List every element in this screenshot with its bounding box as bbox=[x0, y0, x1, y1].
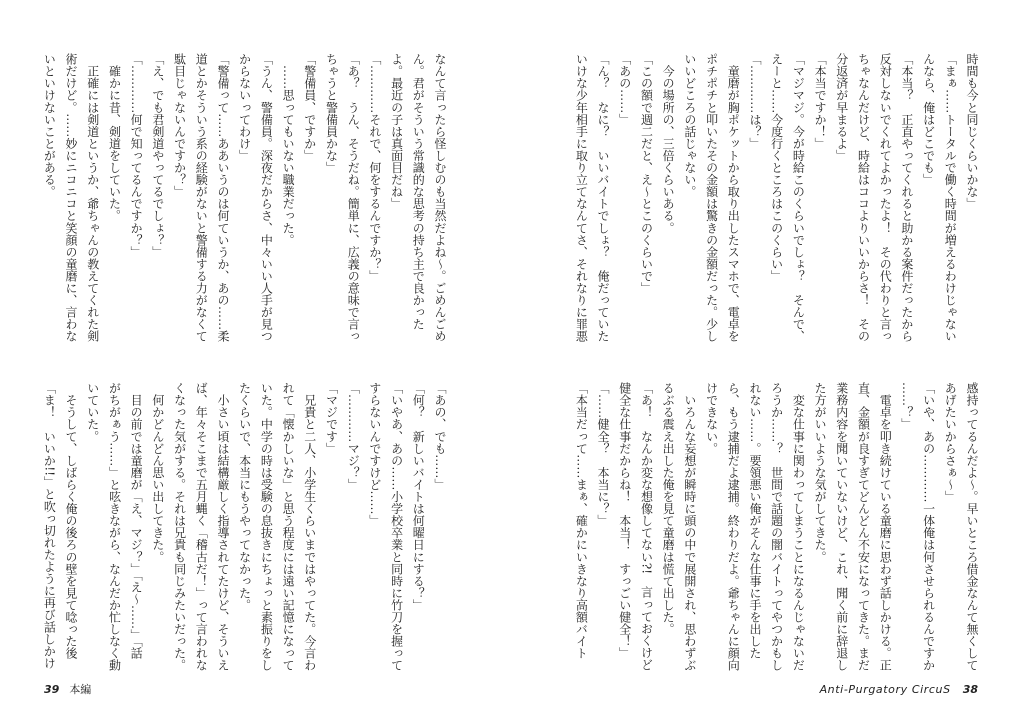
text-column: 電卓を叩き続けている童磨に思わず話しかける。正 bbox=[878, 382, 893, 672]
text-column: 分返済が早まるよ」 bbox=[834, 53, 849, 162]
text-column: いた。中学の時は受験の息抜きにちょっと素振りをし bbox=[259, 382, 274, 672]
text-column: あげたいからさぁ〜」 bbox=[943, 382, 958, 503]
right-page-top-text-block bbox=[569, 53, 982, 347]
text-column: 道とかそういう系の経験がないと警備する力がなくて bbox=[194, 53, 209, 343]
text-column: 駄目じゃないんですか？」 bbox=[172, 53, 187, 198]
text-column: 「あ！ なんか変な想像してない?! 言っておくけど bbox=[639, 382, 654, 671]
text-column: 「マジマジ。今が時給このくらいでしょ？ そんで、 bbox=[791, 53, 806, 343]
text-column: 「マジです」 bbox=[324, 382, 339, 455]
page-number: 39 bbox=[44, 683, 60, 696]
text-column: 健全な仕事だからね！ 本当！ すっごい健全！」 bbox=[617, 382, 632, 660]
text-column: 「ん？ なに？ いいバイトでしょ？ 俺だっていた bbox=[596, 53, 611, 343]
text-column: 何かどんどん思い出してきた。 bbox=[150, 382, 165, 563]
text-column: いけな少年相手に取り立てなんてさ、それなりに罪悪 bbox=[574, 53, 589, 343]
text-column: 「うん、警備員。深夜だからさ、中々いい人手が見つ bbox=[259, 53, 274, 343]
text-column: 「本当？ 正直やってくれると助かる案件だったから bbox=[899, 53, 914, 343]
left-page-footer bbox=[44, 683, 91, 697]
text-column: がちがぁう……」と呟きながら、なんだか忙しなく動 bbox=[107, 382, 122, 672]
text-column: ポチポチと叩いたその金額は驚きの金額だった。少し bbox=[704, 53, 719, 343]
right-page-footer bbox=[820, 683, 978, 697]
text-column: ろうか……？ 世間で話題の闇バイトってやつかもし bbox=[769, 382, 784, 672]
right-page-bottom-text-block bbox=[569, 382, 982, 676]
left-page-bottom-text-block bbox=[37, 382, 450, 676]
text-column: 「…………マジ？」 bbox=[346, 382, 361, 491]
text-column: 「何？ 新しいバイトは何曜日にする？」 bbox=[411, 382, 426, 611]
text-column: 「いや、あの…………一体俺は何させられるんですか bbox=[921, 382, 936, 672]
text-column: よ。最近の子は真面目だね」 bbox=[389, 53, 404, 210]
text-column: ん。君がそういう常識的な思考の持ち主で良かった bbox=[411, 53, 426, 331]
text-column: 変な仕事に関わってしまうことになるんじゃないだ bbox=[791, 382, 806, 672]
text-column: なんて言ったら怪しむのも当然だよね〜。ごめんごめ bbox=[433, 53, 447, 343]
left-page-top-text-block bbox=[37, 53, 450, 347]
text-column: れて「懐かしいな」と思う程度には遠い記憶になって bbox=[281, 382, 296, 672]
text-column: 確かに昔、剣道をしていた。 bbox=[107, 53, 122, 222]
text-column: 業務内容を聞いていないけど、これ、聞く前に辞退し bbox=[834, 382, 849, 672]
text-column: くなった気がする。それは兄貴も同じみたいだった。 bbox=[172, 382, 187, 672]
text-column: 「え、でも君剣道やってるでしょ？」 bbox=[150, 53, 165, 258]
text-column: ら、もう逮捕だよ逮捕。終わりだよ。爺ちゃんに顔向 bbox=[726, 382, 741, 672]
text-column: 「いやあ、あの……小学校卒業と同時に竹刀を握って bbox=[389, 382, 404, 672]
text-column: 「ま！ いいか!!」と吹っ切れたように再び話しかけ bbox=[42, 382, 57, 669]
text-column: た方がいいような気がしてきた。 bbox=[813, 382, 828, 563]
text-column: 直、金額が良すぎてどんどん不安になってきた。まだ bbox=[856, 382, 871, 672]
text-column: たくらいで、本当にもうやってなかった。 bbox=[237, 382, 252, 611]
text-column: 「この額で週二だと、え〜とこのくらいで」 bbox=[639, 53, 654, 294]
running-title: Anti-Purgatory CircuS bbox=[819, 683, 951, 696]
text-column: 感持ってるんだよ〜。早いところ借金なんて無くして bbox=[965, 382, 979, 672]
text-column: 「……健全？ 本当に？」 bbox=[596, 382, 611, 527]
text-column: 「警備員、ですか」 bbox=[302, 53, 317, 162]
text-column: 時間も今と同じくらいかな」 bbox=[965, 53, 979, 210]
text-column: 術だけど。……妙にニコニコと笑顔の童磨に、言わな bbox=[64, 53, 79, 343]
text-column: 「あ？ うん、そうだね。簡単に、広義の意味で言っ bbox=[346, 53, 361, 343]
text-column: るぶる震え出した俺を見て童磨は慌て出した。 bbox=[661, 382, 676, 636]
text-column: 童磨が胸ポケットから取り出したスマホで、電卓を bbox=[726, 53, 741, 343]
text-column: ……？」 bbox=[899, 382, 914, 431]
text-column: 「本当ですか！」 bbox=[813, 53, 828, 150]
text-column: いていた。 bbox=[85, 382, 100, 443]
text-column: れない……。要領悪い俺がそんな仕事に手を出した bbox=[747, 382, 762, 660]
text-column: いろんな妄想が瞬時に頭の中で展開され、思わずぶ bbox=[682, 382, 697, 672]
text-column: 今の場所の、三倍くらいある。 bbox=[661, 53, 676, 234]
text-column: 「本当だって……まぁ、確かにいきなり高額バイト bbox=[574, 382, 589, 660]
text-column: 正確には剣道というか、爺ちゃんの教えてくれた剣 bbox=[85, 53, 100, 343]
text-column: 「まぁ……トータルで働く時間が増えるわけじゃない bbox=[943, 53, 958, 343]
text-column: 「…………何で知ってるんですか？」 bbox=[129, 53, 144, 258]
text-column: そうして、しばらく俺の後ろの壁を見て唸った後 bbox=[64, 382, 79, 660]
text-column: ちゃなんだけど、時給はココよりいいからさ！ その bbox=[856, 53, 871, 343]
text-column: ば、年々そこまで五月蝿く「稽古だ！」って言われな bbox=[194, 382, 209, 672]
text-column: けできない。 bbox=[704, 382, 719, 455]
text-column: 小さい頃は結構厳しく指導されてたけど、そういえ bbox=[215, 382, 230, 672]
text-column: 「…………は？」 bbox=[747, 53, 762, 150]
text-column: 目の前では童磨が「え、マジ？」「え〜……」「話 bbox=[129, 382, 144, 660]
text-column: んなら、俺はどこでも」 bbox=[921, 53, 936, 186]
text-column: ちゃうと警備員かな」 bbox=[324, 53, 339, 174]
text-column: 反対しないでくれてよかったよ！ その代わりと言っ bbox=[878, 53, 893, 343]
text-column: いといけないことがある。 bbox=[42, 53, 57, 198]
right-page bbox=[512, 0, 1024, 728]
text-column: 「あの……」 bbox=[617, 53, 632, 126]
page-number: 38 bbox=[962, 683, 978, 696]
text-column: からないってわけ」 bbox=[237, 53, 252, 162]
text-column: ……思ってもいない職業だった。 bbox=[281, 53, 296, 246]
running-title: 本編 bbox=[69, 683, 92, 696]
text-column: 「あの、でも……」 bbox=[433, 382, 447, 491]
text-column: 兄貴と二人、小学生くらいまではやってた。今言わ bbox=[302, 382, 317, 672]
text-column: すらないんですけど……」 bbox=[367, 382, 382, 527]
text-column: 「警備って……ああいうのは何ていうか、あの……柔 bbox=[215, 53, 230, 343]
text-column: えーと……今度行くところはこのくらい」 bbox=[769, 53, 784, 282]
text-column: いいどころの話じゃない。 bbox=[682, 53, 697, 198]
text-column: 「…………それで、何をするんですか？」 bbox=[367, 53, 382, 282]
